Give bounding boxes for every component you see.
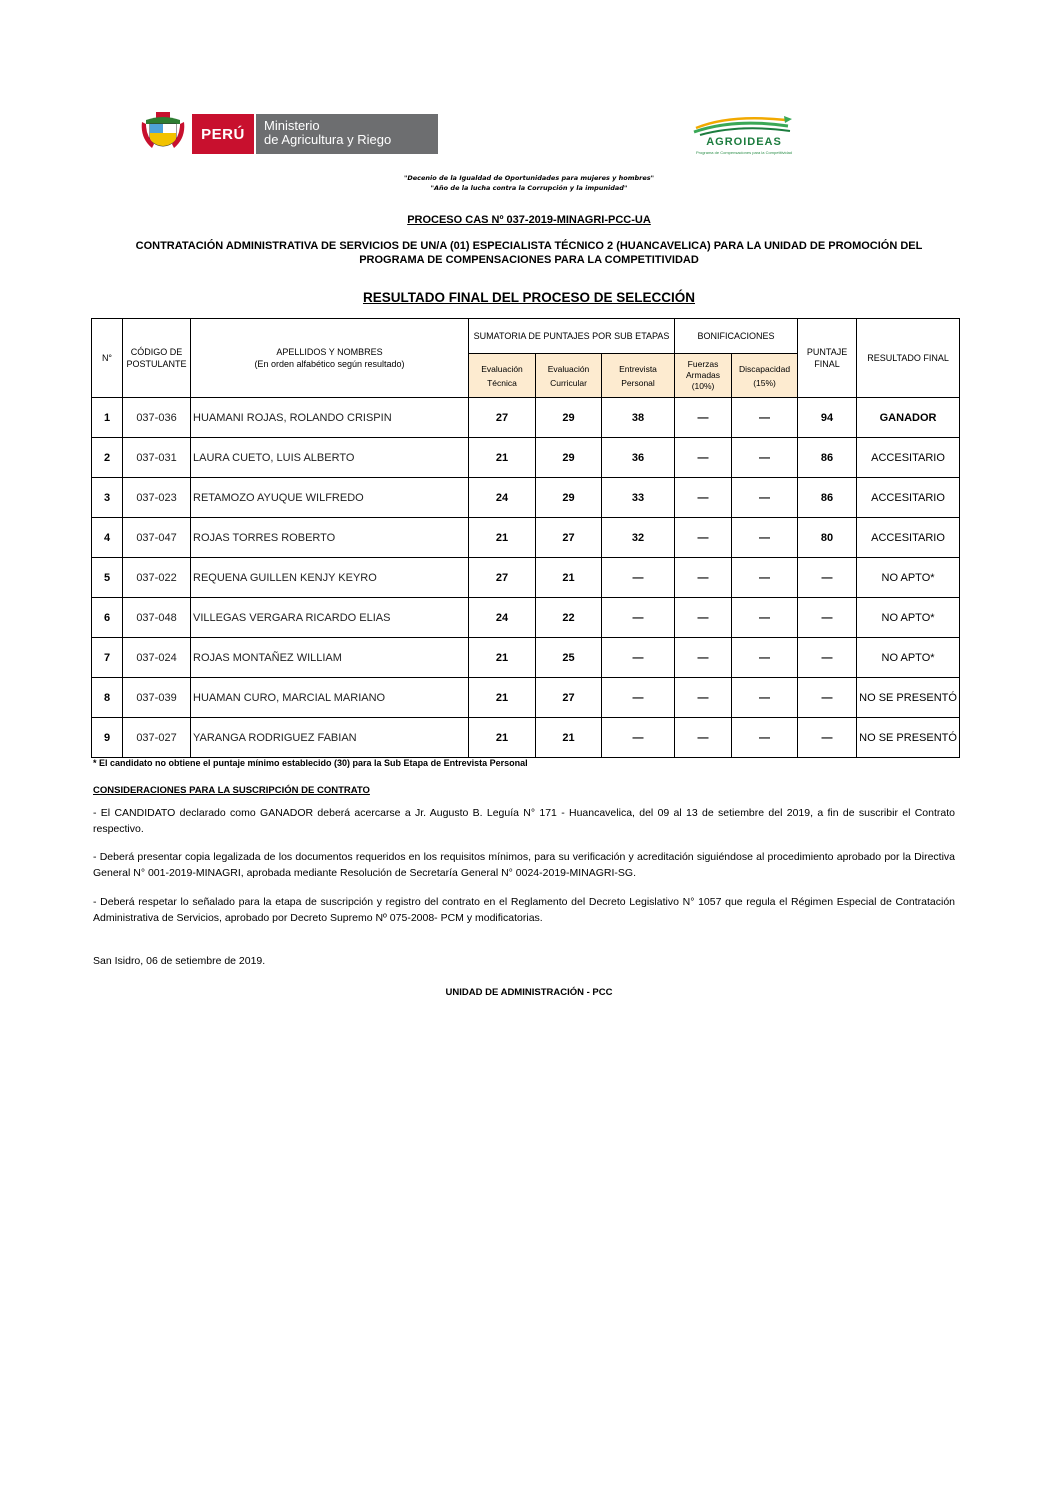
table-row: [92, 438, 960, 478]
cell-resultado: NO SE PRESENTÓ: [857, 718, 960, 758]
cell-fuerzas: —: [675, 678, 732, 718]
cell-puntaje: —: [798, 558, 857, 598]
cell-curricular: 27: [536, 678, 602, 718]
cell-puntaje: 80: [798, 518, 857, 558]
cell-entrevista: —: [602, 598, 675, 638]
header-nombres-title: APELLIDOS Y NOMBRES: [276, 347, 383, 357]
cell-n: 3: [92, 478, 123, 518]
cell-curricular: 21: [536, 718, 602, 758]
cell-nombre: RETAMOZO AYUQUE WILFREDO: [191, 478, 469, 518]
cell-n: 9: [92, 718, 123, 758]
header-entrevista: Entrevista Personal: [602, 354, 675, 398]
cell-entrevista: 33: [602, 478, 675, 518]
cell-discapacidad: —: [732, 518, 798, 558]
cell-resultado: NO APTO*: [857, 558, 960, 598]
table-row: [92, 718, 960, 758]
cell-codigo: 037-048: [123, 598, 191, 638]
cell-n: 1: [92, 398, 123, 438]
cell-n: 4: [92, 518, 123, 558]
contract-description-line-2: PROGRAMA DE COMPENSACIONES PARA LA COMPETITIVIDAD: [359, 254, 699, 266]
cell-discapacidad: —: [732, 598, 798, 638]
cell-discapacidad: —: [732, 638, 798, 678]
cell-entrevista: —: [602, 678, 675, 718]
cell-codigo: 037-024: [123, 638, 191, 678]
agroideas-logo: [690, 114, 798, 156]
cell-codigo: 037-039: [123, 678, 191, 718]
considerations-title: CONSIDERACIONES PARA LA SUSCRIPCIÓN DE CONTRATO: [93, 785, 370, 796]
header-puntaje: PUNTAJE FINAL: [798, 319, 857, 398]
cell-puntaje: —: [798, 638, 857, 678]
cell-nombre: HUAMAN CURO, MARCIAL MARIANO: [191, 678, 469, 718]
cell-tecnica: 27: [469, 558, 536, 598]
agroideas-subtitle: Programa de Compensaciones para la Competitividad: [695, 150, 793, 155]
cell-fuerzas: —: [675, 478, 732, 518]
contract-description: [100, 239, 958, 267]
cell-fuerzas: —: [675, 558, 732, 598]
table-row: [92, 518, 960, 558]
peru-label: PERÚ: [192, 114, 254, 154]
cell-resultado: GANADOR: [857, 398, 960, 438]
cell-codigo: 037-022: [123, 558, 191, 598]
result-title: RESULTADO FINAL DEL PROCESO DE SELECCIÓN: [362, 290, 696, 305]
cell-discapacidad: —: [732, 678, 798, 718]
table-row: [92, 598, 960, 638]
motto-line-2: "Año de la lucha contra la Corrupción y la impunidad": [430, 184, 628, 192]
cell-nombre: ROJAS MONTAÑEZ WILLIAM: [191, 638, 469, 678]
cell-entrevista: —: [602, 558, 675, 598]
cell-n: 7: [92, 638, 123, 678]
consideration-paragraph-3: - Deberá respetar lo señalado para la etapa de suscripción y registro del contrato en el Reglamento del Decreto Legislativo N° 1057 que regula el Régimen Especial de Contratación Administrativa de Servicios, aprobado por Decreto Supremo Nº 075-2008- PCM y modificatorias.: [93, 896, 955, 924]
header-eval-tecnica: Evaluación Técnica: [469, 354, 536, 398]
cell-puntaje: —: [798, 678, 857, 718]
cell-entrevista: 36: [602, 438, 675, 478]
header-fuerzas: Fuerzas Armadas (10%): [675, 354, 732, 398]
cell-puntaje: —: [798, 718, 857, 758]
cell-puntaje: 86: [798, 478, 857, 518]
cell-discapacidad: —: [732, 398, 798, 438]
cell-puntaje: —: [798, 598, 857, 638]
cell-resultado: ACCESITARIO: [857, 478, 960, 518]
cell-tecnica: 21: [469, 718, 536, 758]
process-title: PROCESO CAS Nº 037-2019-MINAGRI-PCC-UA: [407, 214, 651, 226]
cell-tecnica: 21: [469, 678, 536, 718]
contract-description-line-1: CONTRATACIÓN ADMINISTRATIVA DE SERVICIOS DE UN/A (01) ESPECIALISTA TÉCNICO 2 (HUANCAVELICA) PARA LA UNIDAD DE PROMOCIÓN DEL: [135, 240, 923, 252]
cell-codigo: 037-036: [123, 398, 191, 438]
cell-curricular: 29: [536, 478, 602, 518]
cell-entrevista: —: [602, 718, 675, 758]
header-resultado: RESULTADO FINAL: [857, 319, 960, 398]
cell-codigo: 037-031: [123, 438, 191, 478]
cell-nombre: YARANGA RODRIGUEZ FABIAN: [191, 718, 469, 758]
cell-n: 8: [92, 678, 123, 718]
consideration-paragraph-1: - El CANDIDATO declarado como GANADOR deberá acercarse a Jr. Augusto B. Leguía N° 171 - Huancavelica, del 09 al 13 de setiembre del 2019, a fin de suscribir el Contrato respectivo.: [93, 807, 955, 835]
header-sumatoria: SUMATORIA DE PUNTAJES POR SUB ETAPAS: [469, 319, 675, 354]
header-discapacidad: Discapacidad (15%): [732, 354, 798, 398]
header-eval-curricular: Evaluación Curricular: [536, 354, 602, 398]
cell-nombre: VILLEGAS VERGARA RICARDO ELIAS: [191, 598, 469, 638]
cell-curricular: 29: [536, 398, 602, 438]
cell-puntaje: 94: [798, 398, 857, 438]
cell-codigo: 037-047: [123, 518, 191, 558]
cell-entrevista: —: [602, 638, 675, 678]
cell-tecnica: 21: [469, 638, 536, 678]
table-row: [92, 478, 960, 518]
cell-curricular: 22: [536, 598, 602, 638]
cell-curricular: 21: [536, 558, 602, 598]
cell-fuerzas: —: [675, 398, 732, 438]
cell-puntaje: 86: [798, 438, 857, 478]
cell-resultado: NO SE PRESENTÓ: [857, 678, 960, 718]
cell-tecnica: 24: [469, 478, 536, 518]
ministry-name: [256, 114, 438, 154]
issuing-unit: UNIDAD DE ADMINISTRACIÓN - PCC: [445, 987, 613, 998]
cell-discapacidad: —: [732, 718, 798, 758]
cell-n: 5: [92, 558, 123, 598]
consideration-paragraph-2: - Deberá presentar copia legalizada de los documentos requeridos en los requisitos mínimos, para su verificación y acreditación siguiéndose al procedimiento aprobado por la Directiva General N° 001-2019-MINAGRI, aprobada mediante Resolución de Secretaría General N° 0024-2019-MINAGRI-SG.: [93, 851, 955, 879]
footnote: * El candidato no obtiene el puntaje mínimo establecido (30) para la Sub Etapa de Entrevista Personal: [93, 758, 528, 768]
cell-resultado: NO APTO*: [857, 638, 960, 678]
header-codigo: CÓDIGO DE POSTULANTE: [123, 319, 191, 398]
cell-n: 2: [92, 438, 123, 478]
cell-tecnica: 21: [469, 518, 536, 558]
cell-fuerzas: —: [675, 598, 732, 638]
ministry-logo: [140, 110, 440, 156]
cell-fuerzas: —: [675, 718, 732, 758]
table-row: [92, 678, 960, 718]
cell-fuerzas: —: [675, 518, 732, 558]
cell-codigo: 037-027: [123, 718, 191, 758]
cell-curricular: 25: [536, 638, 602, 678]
ministry-line-1: Ministerio: [264, 118, 320, 133]
cell-codigo: 037-023: [123, 478, 191, 518]
table-row: [92, 638, 960, 678]
header-nombres: [191, 319, 469, 398]
cell-entrevista: 32: [602, 518, 675, 558]
table-row: [92, 558, 960, 598]
cell-entrevista: 38: [602, 398, 675, 438]
coat-of-arms-icon: [140, 110, 186, 156]
cell-resultado: ACCESITARIO: [857, 438, 960, 478]
motto-line-1: "Decenio de la Igualdad de Oportunidades para mujeres y hombres": [403, 174, 655, 182]
cell-discapacidad: —: [732, 478, 798, 518]
header-n: N°: [92, 319, 123, 398]
cell-resultado: ACCESITARIO: [857, 518, 960, 558]
cell-tecnica: 24: [469, 598, 536, 638]
cell-nombre: HUAMANI ROJAS, ROLANDO CRISPIN: [191, 398, 469, 438]
cell-discapacidad: —: [732, 558, 798, 598]
cell-discapacidad: —: [732, 438, 798, 478]
cell-curricular: 27: [536, 518, 602, 558]
cell-nombre: LAURA CUETO, LUIS ALBERTO: [191, 438, 469, 478]
date-line: San Isidro, 06 de setiembre de 2019.: [93, 955, 266, 967]
cell-curricular: 29: [536, 438, 602, 478]
cell-nombre: REQUENA GUILLEN KENJY KEYRO: [191, 558, 469, 598]
cell-nombre: ROJAS TORRES ROBERTO: [191, 518, 469, 558]
results-table: [91, 318, 960, 758]
cell-fuerzas: —: [675, 438, 732, 478]
cell-fuerzas: —: [675, 638, 732, 678]
ministry-line-2: de Agricultura y Riego: [264, 132, 392, 147]
agroideas-name: AGROIDEAS: [706, 136, 782, 148]
cell-tecnica: 21: [469, 438, 536, 478]
cell-n: 6: [92, 598, 123, 638]
cell-tecnica: 27: [469, 398, 536, 438]
table-row: [92, 398, 960, 438]
header-bonificaciones: BONIFICACIONES: [675, 319, 798, 354]
cell-resultado: NO APTO*: [857, 598, 960, 638]
agroideas-swoosh-icon: [690, 114, 798, 136]
header-nombres-sub: (En orden alfabético según resultado): [254, 359, 405, 369]
